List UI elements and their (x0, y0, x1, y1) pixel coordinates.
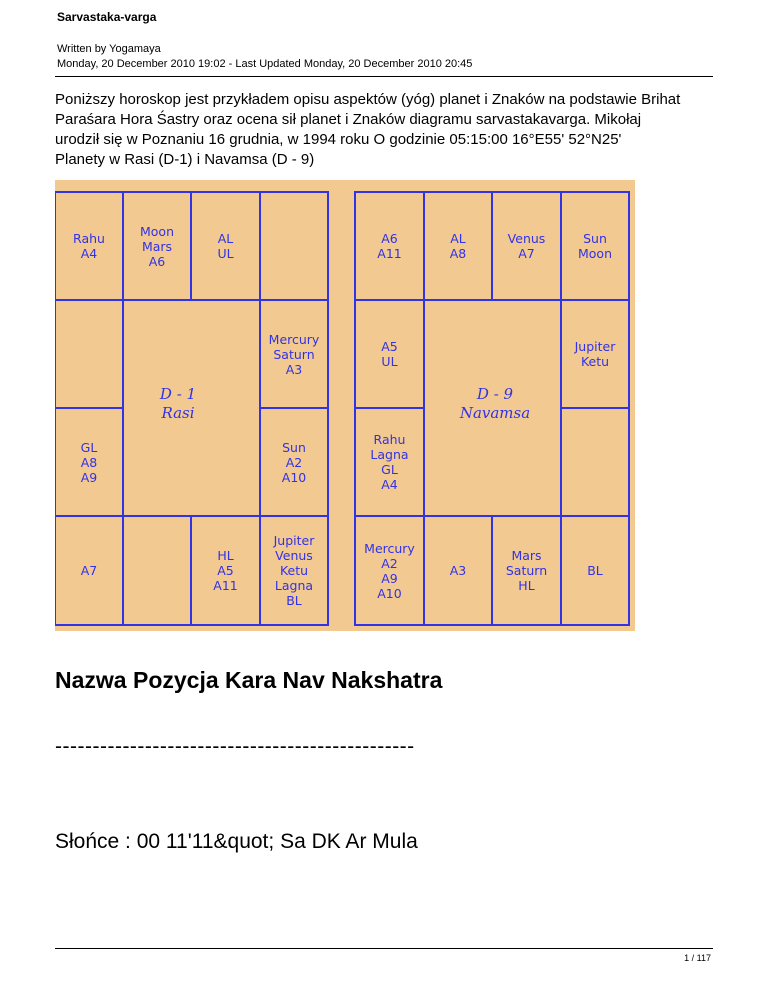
d9-house-text: Mars Saturn HL (505, 548, 548, 593)
table-heading: Nazwa Pozycja Kara Nav Nakshatra (55, 667, 443, 693)
d1-house-bottom-1 (55, 516, 123, 625)
article-meta (57, 42, 472, 72)
d9-house-bottom-4 (561, 516, 629, 625)
d9-house-top-4 (561, 192, 629, 300)
d1-house-bottom-3 (191, 516, 260, 625)
page-title: Sarvastaka-varga (57, 10, 157, 24)
d1-house-text: Moon Mars A6 (139, 223, 174, 269)
d9-chart-title: D - 9 Navamsa (459, 385, 531, 422)
table-row: Słońce : 00 11'11&quot; Sa DK Ar Mula (55, 830, 418, 853)
d1-house-text: A7 (80, 563, 98, 578)
intro-line-3: urodził się w Poznaniu 16 grudnia, w 1994 roku O godzinie 05:15:00 16°E55' 52°N25' (55, 131, 622, 148)
d1-house-text: Rahu A4 (73, 231, 105, 261)
d9-house-text: Mercury A2 A9 A10 (364, 540, 415, 601)
intro-line-4: Planety w Rasi (D-1) i Navamsa (D - 9) (55, 151, 315, 168)
d9-house-text: Jupiter Ketu (574, 339, 616, 369)
d1-chart-title: D - 1 Rasi (159, 385, 197, 422)
d9-house-text: A3 (449, 563, 467, 578)
d1-house-top-1 (55, 192, 123, 300)
d1-house-top-2 (123, 192, 191, 300)
d9-house-top-3 (492, 192, 561, 300)
intro-paragraph (55, 90, 715, 170)
d9-house-bottom-3 (492, 516, 561, 625)
date-line: Monday, 20 December 2010 19:02 - Last Updated Monday, 20 December 2010 20:45 (57, 58, 473, 70)
d9-house-top-2 (424, 192, 492, 300)
intro-line-2: Paraśara Hora Śastry oraz ocena sił planet i Znaków diagramu sarvastakavarga. Mikołaj (55, 111, 642, 128)
d9-house-text: A6 A11 (377, 231, 402, 261)
d1-house-top-4 (260, 192, 328, 300)
d9-house-text: Rahu Lagna GL A4 (370, 432, 409, 492)
d1-house-bottom-4 (260, 516, 328, 625)
d1-house-text: Mercury Saturn A3 (268, 331, 320, 377)
d9-house-text: AL A8 (449, 231, 467, 261)
d9-house-right-1 (561, 300, 629, 408)
d9-house-top-1 (355, 192, 424, 300)
d1-house-top-3 (191, 192, 260, 300)
d1-house-text: AL UL (217, 231, 234, 261)
author-line: Written by Yogamaya (57, 43, 161, 55)
d9-house-text: BL (587, 563, 603, 578)
d1-house-right-1 (260, 300, 328, 408)
page-number: 1 / 117 (684, 953, 711, 963)
d9-house-bottom-2 (424, 516, 492, 625)
d1-house-right-2 (260, 408, 328, 516)
d9-house-left-1 (355, 300, 424, 408)
d1-house-left-1 (55, 300, 123, 408)
d1-house-text: Sun A2 A10 (281, 439, 307, 485)
d1-house-left-2 (55, 408, 123, 516)
d1-house-text: GL A8 A9 (80, 439, 98, 485)
header-divider (55, 76, 713, 77)
d1-house-bottom-2 (123, 516, 191, 625)
d9-house-text: Venus A7 (507, 231, 546, 261)
footer-divider (55, 948, 713, 949)
d9-house-left-2 (355, 408, 424, 516)
intro-line-1: Poniższy horoskop jest przykładem opisu aspektów (yóg) planet i Znaków na podstawie Brihat (55, 91, 681, 108)
table-separator: ------------------------------------------------ (55, 735, 415, 758)
d9-house-bottom-1 (355, 516, 424, 625)
d1-house-text: Jupiter Venus Ketu Lagna BL (273, 533, 315, 608)
d9-house-text: Sun Moon (577, 231, 612, 261)
d1-house-text: HL A5 A11 (213, 548, 238, 593)
d9-house-text: A5 UL (381, 339, 398, 369)
d9-house-right-2 (561, 408, 629, 516)
